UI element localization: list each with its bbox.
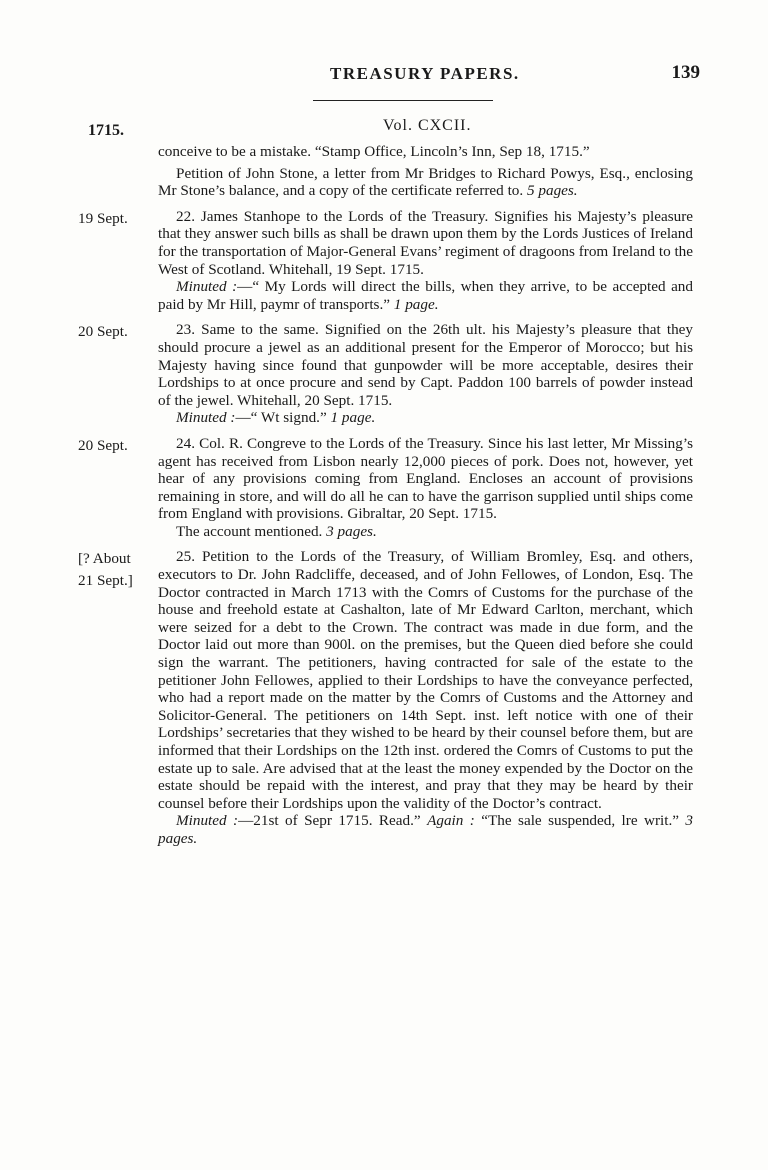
entry-date: 20 Sept. [78, 436, 128, 454]
minuted-text: —“ My Lords will direct the bills, when they arrive, to be accepted and paid by Mr Hill, paymr of transports.” [158, 278, 693, 313]
running-title: TREASURY PAPERS. [330, 64, 520, 83]
header-rule [313, 100, 493, 101]
entry-22 [78, 207, 694, 314]
entry-note [158, 523, 693, 541]
page-header [300, 60, 700, 90]
year-label: 1715. [88, 122, 124, 139]
entry-25 [78, 548, 694, 847]
entry-pages: 1 page. [393, 295, 439, 313]
entry-text: 22. James Stanhope to the Lords of the Treasury. Signifies his Majesty’s pleasure that they answer such bills as shall be drawn upon them by the Lords Justices of Ireland for the transportation of Major-General Evans’ regiment of dragoons from Ireland to the West of Scotland. Whitehall, 19 Sept. 1715. [158, 207, 694, 278]
entry-minute [158, 812, 693, 847]
entry-minute [158, 409, 693, 427]
entry-text: 24. Col. R. Congreve to the Lords of the Treasury. Since his last letter, Mr Missing’s agent has received from Lisbon nearly 12,000 pieces of pork. Does not, however, yet hear of any provisions coming from England. Encloses an account of provisions remaining in store, and will do all he can to have the garrison supplied until ships come from England with provisions. Gibraltar, 20 Sept. 1715. [158, 434, 693, 523]
petition-stone [158, 165, 693, 200]
entry-pages: 3 pages. [158, 812, 694, 847]
minuted-label: Minuted : [176, 409, 236, 427]
entry-pages: 3 pages. [326, 522, 377, 540]
entry-text: 23. Same to the same. Signified on the 26th ult. his Majesty’s pleasure that they should procure a jewel as an additional present for the Emperor of Morocco; but his Majesty having since found that gunpowder will be more acceptable, desires their Lordships to at once procure and send by Capt. Paddon 100 barrels of powder instead of the jewel. Whitehall, 20 Sept. 1715. [158, 321, 693, 409]
petition-stone-pages: 5 pages. [526, 182, 578, 200]
continuation-text: conceive to be a mistake. “Stamp Office, Lincoln’s Inn, Sep 18, 1715.” [158, 143, 590, 160]
note-text: The account mentioned. [176, 522, 323, 540]
entry-date [78, 548, 154, 592]
entry-23 [78, 321, 693, 427]
minuted-label: Minuted : [176, 812, 239, 830]
entry-date: 19 Sept. [78, 209, 128, 227]
petition-stone-text: Petition of John Stone, a letter from Mr Bridges to Richard Powys, Esq., enclosing Mr Stone’s balance, and a copy of the certificate referred to. [158, 164, 693, 200]
again-label: Again : [427, 812, 475, 830]
entry-date-line2: 21 Sept.] [78, 572, 133, 590]
entry-pages: 1 page. [330, 409, 376, 427]
volume-label: Vol. CXCII. [383, 117, 472, 134]
minuted-text: —21st of Sepr 1715. Read.” [238, 812, 421, 830]
minuted-label: Minuted : [176, 278, 238, 296]
entry-date-line1: [? About [78, 550, 131, 568]
page-number: 139 [671, 62, 700, 83]
entry-24 [78, 434, 693, 541]
again-text: “The sale suspended, lre writ.” [481, 812, 679, 830]
minuted-text: —“ Wt signd.” [235, 409, 327, 427]
entry-minute [158, 278, 693, 313]
body-text [78, 143, 694, 848]
entry-date: 20 Sept. [78, 323, 128, 341]
entry-text: 25. Petition to the Lords of the Treasury, of William Bromley, Esq. and others, executors to Dr. John Radcliffe, deceased, and of John Fellowes, of London, Esq. The Doctor contracted in March 1713 with the Comrs of Customs for the purchase of the house and freehold estate at Cashalton, late of Mr Edward Carlton, merchant, which were seized for a debt to the Crown. The contract was made in due form, and the Doctor laid out more than 900l. on the premises, but the Queen died before she could sign the warrant. The petitioners, having contracted for sale of the estate to the petitioner John Fellowes, applied to their Lordships to have the conveyance perfected, who had a report made on the matter by the Comrs of Customs and the Attorney and Solicitor-General. The petitioners on 14th Sept. inst. left notice with one of their Lordships’ secretaries that they wished to be heard by their counsel before them, but are informed that their Lordships on the 12th inst. ordered the Comrs of Customs to put the estate up to sale. Are advised that at the least the money expended by the Doctor on the estate should be repaid with the interest, and pray that they may be heard by their counsel before their Lordships upon the validity of the Doctor’s contract. [158, 548, 693, 812]
